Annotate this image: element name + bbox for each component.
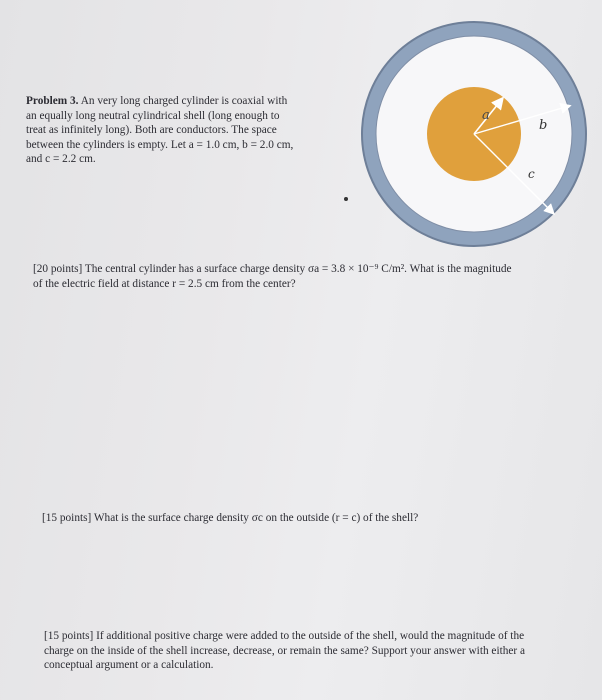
question-line: [20 points] The central cylinder has a surface charge density σa = 3.8 × 10⁻⁹ C/m². What is the magnitude [33, 263, 512, 275]
problem-line: treat as infinitely long). Both are conductors. The space [26, 124, 277, 137]
question-line: charge on the inside of the shell increase, decrease, or remain the same? Support your answer with either a [44, 644, 525, 657]
stray-mark [344, 197, 348, 201]
coaxial-cylinder-diagram [356, 16, 592, 252]
question-2 [42, 511, 562, 526]
question-3 [44, 629, 584, 673]
question-1 [33, 262, 593, 291]
problem-line: between the cylinders is empty. Let a = 1.0 cm, b = 2.0 cm, [26, 138, 294, 151]
problem-line: an equally long neutral cylindrical shell (long enough to [26, 109, 280, 122]
problem-line: Problem 3. An very long charged cylinder is coaxial with [26, 95, 288, 107]
problem-line: and c = 2.2 cm. [26, 153, 96, 166]
question-line: [15 points] What is the surface charge density σc on the outside (r = c) of the shell? [42, 512, 419, 524]
problem-statement [26, 94, 344, 167]
problem-heading: Problem 3. [26, 95, 79, 107]
question-line: conceptual argument or a calculation. [44, 659, 214, 672]
question-line: of the electric field at distance r = 2.5 cm from the center? [33, 277, 296, 290]
label-b: b [539, 118, 548, 133]
question-line: [15 points] If additional positive charge were added to the outside of the shell, would the magnitude of the [44, 630, 525, 642]
label-c: c [528, 167, 535, 181]
label-a: a [482, 108, 490, 123]
